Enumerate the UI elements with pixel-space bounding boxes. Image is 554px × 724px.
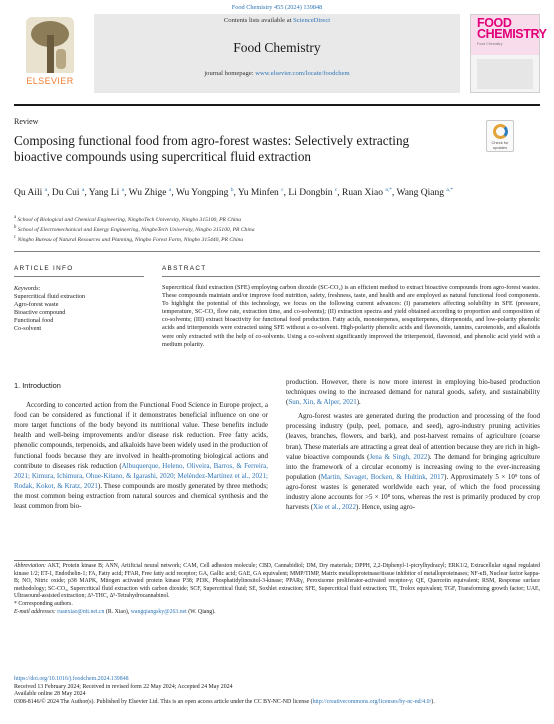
body-left-column [14,381,268,511]
author-name[interactable] [14,188,47,198]
author-name[interactable] [238,188,284,198]
masthead [94,14,460,93]
cover-subtitle: Food Chemistry [477,42,503,46]
citation-link[interactable]: Martin, Savaget, Bocken, & Hultink, 2017 [320,472,445,481]
article-metadata [14,676,540,706]
author-affiliation-mark[interactable]: a [168,187,172,193]
doi-link[interactable]: https://doi.org/10.1016/j.foodchem.2024.139848 [14,676,129,682]
author-name-text: Ruan Xiao [342,188,383,199]
journal-title: Food Chemistry [233,40,321,55]
check-for-updates-button[interactable] [486,120,514,152]
publisher-wordmark: ELSEVIER [26,76,74,86]
homepage-prefix: journal homepage: [204,70,256,77]
keyword: Agro-forest waste [14,301,59,309]
author-name-text: Wu Zhige [128,188,167,199]
cover-title: FOOD CHEMISTRY [477,16,547,41]
article-info-rule [14,276,144,277]
author-name-text: Yang Li [88,188,120,199]
section-heading: 1. Introduction [14,381,61,390]
abbreviations: Abbreviation: AKT, Protein kinase B; ANN, Artificial neural network; CAM, Cell adhesion molecule; CBD, Cannabidiol; DM, Dry materials; DPPH, 2,2-Diphenyl-1-picrylhydrazyl; ERK1/2, Extracellular signal regulated kinase 1/2; ET-1, Endothelin-1; FA, Fatty acid; FFAR, Free fatty acid receptor; GA, Gallic acid; GAE, GA equivalent; MMP/TIMP, Matrix metalloproteinase/tissue inhibitor of metalloproteinases; NF-κB, Nuclear factor kappa-B; NO, Nitric oxide; p38 MAPK, Mitogen activated protein kinase P38; PI3K, Phosphatidylinositol-3-kinase; PPARγ, Peroxisome proliferator-activated receptor-γ; QE, Quercetin equivalent; RSM, Response surface methodology; SC-CO₂, Supercritical fluid extraction with carbon dioxide; SCF, Supercritical fluid; SE, Soxhlet extraction; SFE, Supercritical fluid extraction; TE, Trolox equivalent; TGF, Transforming growth factor; UAE, Ultrasound-assisted extraction; Δ⁹-THC, Δ⁹-Tetrahydrocannabinol. [14,563,540,600]
sciencedirect-link[interactable]: ScienceDirect [293,17,331,24]
homepage-line [94,70,460,77]
author-affiliation-mark[interactable]: c [281,187,284,193]
author-name-text: Wu Yongping [175,188,229,199]
abstract-rule [162,276,540,277]
author-name[interactable] [176,188,234,198]
contents-prefix: Contents lists available at [223,17,294,24]
article-title: Composing functional food from agro-forest wastes: Selectively extracting bioactive compounds using supercritical fluid extraction [14,133,410,164]
cover-image [477,59,533,89]
author-affiliation-mark[interactable]: c [334,187,338,193]
author-affiliation-mark[interactable]: a,* [446,187,453,193]
author-affiliation-mark[interactable]: a [121,187,125,193]
author-name-text: Qu Aili [14,188,43,199]
header-divider [14,104,540,106]
author-name[interactable] [52,188,85,198]
affiliation-divider [14,251,540,252]
author-affiliation-mark[interactable]: a [44,187,48,193]
author-name[interactable] [342,188,392,198]
keyword: Functional food [14,317,54,325]
license-line: 0308-8146/© 2024 The Author(s). Published by Elsevier Ltd. This is an open access article under the CC BY-NC-ND license (http://creativecommons.org/licenses/by-nc-nd/4.0/). [14,698,435,705]
contents-line [94,17,460,24]
footnote-rule [14,560,114,561]
author-name[interactable] [397,188,453,198]
corresponding-note: * Corresponding authors. [14,600,73,607]
available-online: Available online 28 May 2024 [14,691,86,698]
author-affiliation-mark[interactable]: a [81,187,85,193]
email-line: E-mail addresses: ruanxiao@nit.net.cn (R. Xiao), wangqiangsky@263.net (W. Qiang). [14,608,216,615]
license-link[interactable]: http://creativecommons.org/licenses/by-nc-nd/4.0/ [312,698,432,705]
author-name[interactable] [89,188,124,198]
citation-link[interactable]: Albuquerque, Heleno, Oliveira, Barros, & Ferreira, 2021; Kimura, Ichimura, Ohue-Kitano, & Igarashi, 2020; Meléndez-Martínez et al., 2021; Rodak, Kokot, & Kratz, 2021 [14,461,269,490]
abstract-heading: ABSTRACT [162,265,207,272]
check-updates-icon [493,124,508,139]
affiliation-b: $^b$ School of Electromechanical and Energy Engineering, NingboTech University, Ningbo 315100, PR China [14,224,255,233]
keyword: Bioactive compound [14,309,66,317]
keyword: Supercritical fluid extraction [14,293,86,301]
tree-emblem-icon [26,17,74,73]
received-dates: Received 13 February 2024; Received in revised form 22 May 2024; Accepted 24 May 2024 [14,683,233,690]
author-name[interactable] [129,188,172,198]
journal-cover-thumbnail[interactable] [470,14,547,93]
affiliation-c: $^c$ Ningbo Bureau of Natural Resources and Planning, Ningbo Forest Farm, Ningbo 315440, PR China [14,234,244,243]
author-affiliation-mark[interactable]: a,* [385,187,392,193]
author-name-text: Du Cui [51,188,80,199]
body-right-column [286,377,540,512]
author-name-text: Yu Minfen [237,188,279,199]
article-info [14,285,144,334]
journal-homepage-link[interactable]: www.elsevier.com/locate/foodchem [255,70,350,77]
footnotes [14,563,540,616]
journal-reference[interactable]: Food Chemistry 455 (2024) 139848 [231,4,323,11]
body-paragraph: Agro-forest wastes are generated during the production and processing of the food processing industry (pulp, peel, pomace, and seed), agro-industry pruning activities (leaves, branches, flowers, and bark), and post-harvest remains of agriculture (coarse bran). These materials are attracting a great deal of attention because they are rich in high-value bioactive compounds (Jena & Singh, 2022). The demand for bringing agriculture into the framework of a circular economy is increasing owing to the ever-increasing population (Martin, Savaget, Bocken, & Hultink, 2017). Approximately 5 × 10⁹ tons of agro-forest wastes is generated worldwide each year, of which the food processing industry alone accounts for >5 × 10⁸ tons, whereas the rest is primarily produced by crop harvests (Xie et al., 2022). Hence, using agro- [286,412,540,512]
author-name-text: Li Dongbin [288,188,333,199]
article-type: Review [14,117,39,126]
citation-link[interactable]: Jena & Singh, 2022 [369,452,428,461]
check-updates-label: Check for updates [491,140,509,150]
author-list: Qu Aili $^a$, Du Cui $^a$, Yang Li $^a$, Wu Zhige $^a$, Wu Yongping $^b$, Yu Minfen $^c$, Li Dongbin $^c$, Ruan Xiao $^{a,*}$, Wang Qiang $^{a,*}$ [14,187,453,199]
citation-link[interactable]: Xie et al., 2022 [313,503,356,512]
keyword: Co-solvent [14,325,42,333]
citation-link[interactable]: Sun, Xin, & Alper, 2021 [288,398,357,407]
keywords-label: Keywords: [14,285,41,292]
affiliations [14,214,534,244]
body-paragraph: According to concerted action from the Functional Food Science in Europe project, a food can be considered as functional if it demonstrates beneficial influence on one or more target functions of the body beyond its nutritional value. These benefits include health and well-being improvements and/or disease risk reduction. Free fatty acids, phenolic compounds, terpenoids, and alkaloids have been widely used in the production of functional foods because they are involved in health-promoting biological actions and contribute to diseases risk reduction (Albuquerque, Heleno, Oliveira, Barros, & Ferreira, 2021; Kimura, Ichimura, Ohue-Kitano, & Igarashi, 2020; Meléndez-Martínez et al., 2021; Rodak, Kokot, & Kratz, 2021). These compounds are mostly generated by three methods; the most common being extraction from natural sources and chemical synthesis and the least common from bio- [14,401,269,511]
abstract-text: Supercritical fluid extraction (SFE) employing carbon dioxide (SC-CO₂) is an efficient method to extract bioactive compounds from agro-forest wastes. These compounds maintain and/or improve food nutrition, safety, freshness, taste, and health and are employed as natural functional food components. To highlight the potential of this technology, we focus on the following current advances: (I) parameters affecting solubility in SFE (pressure, temperature, SC-CO₂ flow rate, extraction time, and co-solvents); (II) extraction spectra and yield obtained according to proportion and composition of co-solvents; (III) extract bioactivity for functional food production. Fatty acids, monoterpenes, sesquiterpenes, diterpenoids, and low-polarity phenolic acids and triterpenoids were extracted using SFE without a co-solvent. High-polarity phenolic acids and flavonoids, tannins, carotenoids, and alkaloids were only extracted with the help of co-solvents. Using a co-solvent significantly improved the triterpenoid, flavonoid, and phenolic acid yield with a medium polarity. [162,284,540,348]
author-name[interactable] [288,188,337,198]
email-link[interactable]: wangqiangsky@263.net [130,608,187,615]
affiliation-a: $^a$ School of Biological and Chemical Engineering, NingboTech University, Ningbo 315100, PR China [14,215,242,223]
email-link[interactable]: ruanxiao@nit.net.cn [57,608,105,615]
journal-header [14,14,547,93]
body-paragraph: production. However, there is now more interest in employing bio-based production techniques owing to the increased demand for natural goods, safety, and sustainability (Sun, Xin, & Alper, 2021). [286,378,540,407]
elsevier-logo[interactable] [14,14,86,93]
author-affiliation-mark[interactable]: b [230,187,234,193]
author-name-text: Wang Qiang [396,188,445,199]
article-info-heading: ARTICLE INFO [14,265,74,272]
